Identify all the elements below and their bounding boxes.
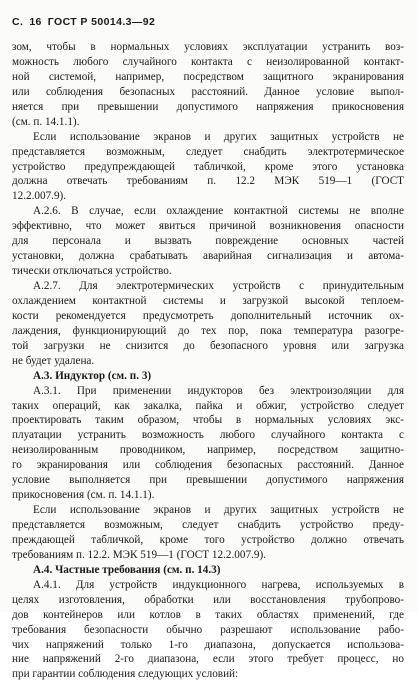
text-line: го экранирования или соблюдения безопасных расстояний. Данное	[12, 459, 404, 472]
text-line: требованиям п. 12.2. МЭК 519—1 (ГОСТ 12.2.007.9).	[12, 548, 266, 561]
text-line: Если использование экранов и других защитных устройств не	[33, 130, 404, 143]
text-line: преждающей табличкой, кроме того устройство должно отвечать	[12, 533, 404, 546]
section-heading-line: А.3. Индуктор (см. п. 3)	[33, 369, 152, 382]
text-line: эффективно, что может явиться причиной возникновения опасности	[12, 220, 404, 233]
text-line: А.4.1. Для устройств индукционного нагрева, используемых в	[33, 578, 404, 591]
text-line: А.2.7. Для электротермических устройств с принудительным	[33, 280, 404, 292]
text-line: не будет удалена.	[12, 354, 95, 367]
text-line: представляется возможным, следует снабдить устройство преду-	[12, 519, 404, 531]
text-line: или соблюдения безопасных расстояний. Данное условие выпол-	[12, 85, 404, 98]
text-line: неизолированным проводником, например, посредством защитно-	[12, 444, 404, 457]
text-line: представляется возможным, следует снабдить электротермическое	[12, 145, 404, 158]
text-line: чих напряжений только 1-го диапазона, допускается использова-	[12, 638, 404, 651]
text-line: можность любого случайного контакта с неизолированной контакт-	[12, 55, 404, 68]
text-line: той загрузки не снизится до безопасного уровня или загрузка	[12, 339, 404, 352]
text-line: няется при превышении допустимого напряжения прикосновения	[12, 100, 404, 113]
page-prefix: С.	[12, 16, 24, 28]
text-line: дов контейнеров или котлов в таких областях применений, где	[12, 608, 404, 621]
text-line: ной системой, например, посредством защитного экранирования	[12, 70, 404, 83]
document-body	[12, 40, 404, 682]
text-line: требования безопасности обычно разрешают использование рабо-	[12, 623, 404, 636]
text-line: таких операций, как закалка, пайка и обжиг, устройство следует	[12, 399, 404, 412]
text-line: зом, чтобы в нормальных условиях эксплуатации устранить воз-	[12, 41, 404, 53]
text-line: А.3.1. При применении индукторов без электроизоляции для	[33, 384, 404, 397]
text-line: прикосновения (см. п. 14.1.1).	[12, 489, 155, 502]
text-line: устройство предупреждающей табличкой, кроме этого установка	[12, 160, 404, 173]
text-line: целях изготовления, обработки или восстановления трубопрово-	[12, 593, 404, 606]
page-number: 16	[29, 16, 42, 28]
page-header	[12, 16, 161, 28]
text-line: проектировать таким образом, чтобы в нормальных условиях экс-	[12, 414, 404, 427]
text-line: условие выполняется при превышении допустимого напряжения	[12, 474, 404, 487]
standard-designation: ГОСТ Р 50014.3—92	[47, 16, 156, 28]
text-line: лаждения, функционирующий до тех пор, пока температура разогре-	[12, 324, 404, 337]
text-line: установки, должна срабатывать аварийная сигнализация и автома-	[12, 250, 404, 263]
text-line: при гарантии соблюдения следующих условий:	[12, 668, 239, 681]
text-line: А.2.6. В случае, если охлаждение контактной системы не вполне	[33, 205, 404, 218]
text-line: для персонала и вызвать повреждение основных частей	[12, 235, 404, 248]
text-line: (см. п. 14.1.1).	[12, 115, 80, 128]
text-line: 12.2.007.9).	[12, 190, 67, 203]
text-line: кости рекомендуется предусмотреть дополнительный источник ох-	[12, 309, 404, 322]
section-heading-line: А.4. Частные требования (см. п. 14.3)	[33, 563, 221, 576]
text-line: плуатации устранить возможность любого случайного контакта с	[12, 429, 404, 442]
text-line: Если использование экранов и других защитных устройств не	[33, 504, 404, 517]
text-line: должна отвечать требованиям п. 12.2 МЭК 519—1 (ГОСТ	[12, 175, 404, 188]
text-line: ние напряжений 2-го диапазона, если этого требует процесс, но	[12, 653, 404, 666]
text-line: охлаждением контактной системы и загрузкой высокой теплоем-	[12, 294, 404, 307]
text-line: тически отключаться устройство.	[12, 265, 172, 278]
